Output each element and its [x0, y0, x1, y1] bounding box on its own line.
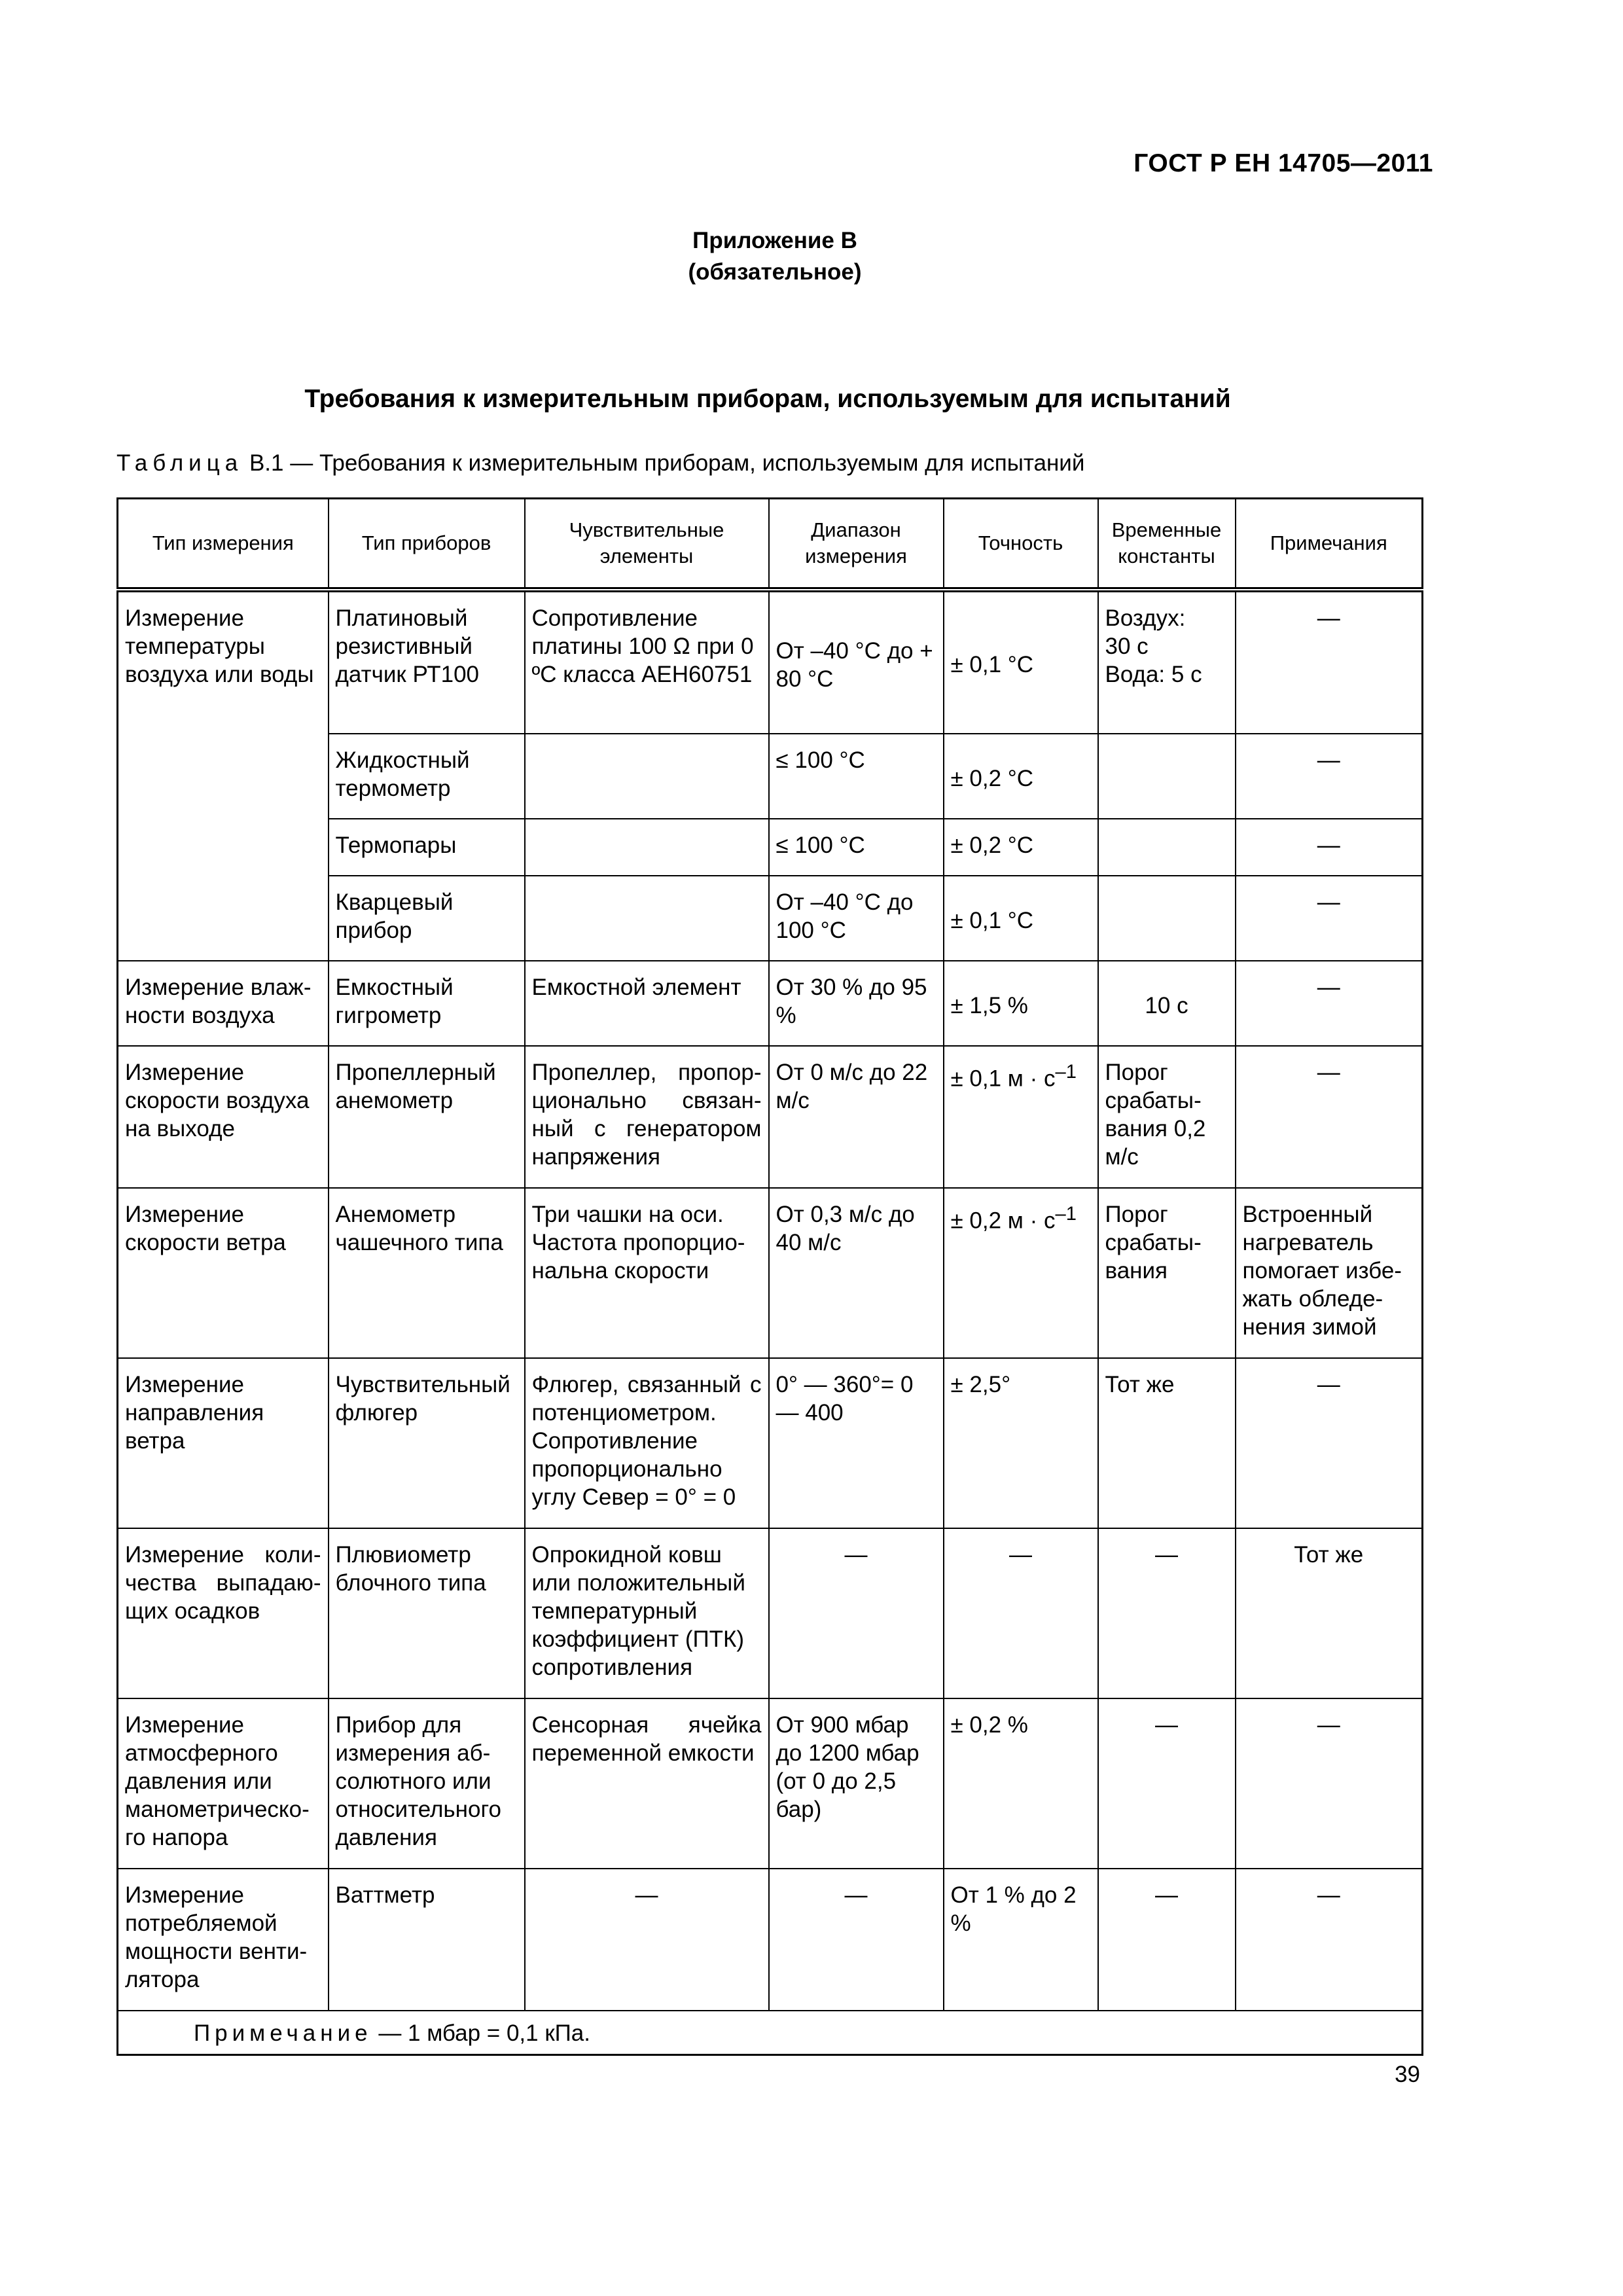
cell-accuracy: ± 0,2 °С	[944, 734, 1098, 819]
cell-device: Прибор для измерения абсолютного или относительного давления	[329, 1698, 525, 1869]
cell-accuracy: От 1 % до 2 %	[944, 1869, 1098, 2011]
cell-measurement: Измерение скорости воздуха на выходе	[118, 1046, 329, 1188]
cell-range: От –40 °С до 100 °С	[769, 876, 944, 961]
header-measurement-type: Тип измерения	[118, 499, 329, 590]
accuracy-exponent: –1	[1055, 1204, 1077, 1225]
cell-time-constant: 10 с	[1098, 961, 1236, 1046]
header-time-constants: Временные константы	[1098, 499, 1236, 590]
cell-device: Ваттметр	[329, 1869, 525, 2011]
cell-notes: —	[1236, 590, 1423, 734]
time-air-value: 30 с	[1105, 634, 1149, 659]
cell-device: Жидкостный термометр	[329, 734, 525, 819]
cell-device: Анемометр чашечного типа	[329, 1188, 525, 1358]
cell-range: 0° — 360°= 0 — 400	[769, 1358, 944, 1528]
cell-time-constant: Порог срабатывания	[1098, 1188, 1236, 1358]
cell-time-constant: Порог срабатывания 0,2 м/с	[1098, 1046, 1236, 1188]
cell-sensor: Сенсорная ячейка переменной емкости	[525, 1698, 769, 1869]
cell-range: От –40 °С до + 80 °С	[769, 590, 944, 734]
cell-accuracy: ± 0,2 °С	[944, 819, 1098, 876]
cell-device: Плювиометр блочного типа	[329, 1528, 525, 1698]
page-title: Требования к измерительным приборам, используемым для испытаний	[304, 385, 1231, 413]
table-caption-label: Таблица	[116, 450, 243, 476]
table-row	[118, 1046, 1423, 1188]
standard-number: ГОСТ Р ЕН 14705—2011	[1133, 149, 1433, 177]
header-notes: Примечания	[1236, 499, 1423, 590]
cell-range: —	[769, 1528, 944, 1698]
cell-sensor	[525, 819, 769, 876]
page-number: 39	[1395, 2062, 1420, 2087]
table-row	[118, 1188, 1423, 1358]
cell-notes: Встроенный нагреватель помогает избежать обледенения зимой	[1236, 1188, 1423, 1358]
appendix-heading	[0, 225, 1550, 288]
cell-notes: —	[1236, 734, 1423, 819]
cell-device: Термопары	[329, 819, 525, 876]
time-water: Вода: 5 с	[1105, 662, 1202, 687]
cell-measurement: Измерение скорости ветра	[118, 1188, 329, 1358]
cell-notes: —	[1236, 961, 1423, 1046]
table-row	[118, 590, 1423, 734]
cell-range: ≤ 100 °С	[769, 734, 944, 819]
cell-sensor: Емкостной элемент	[525, 961, 769, 1046]
cell-notes: —	[1236, 819, 1423, 876]
note-text: — 1 мбар = 0,1 кПа.	[372, 2020, 590, 2046]
cell-sensor	[525, 876, 769, 961]
cell-accuracy	[944, 1188, 1098, 1358]
cell-measurement: Измерение влажности воздуха	[118, 961, 329, 1046]
table-row	[118, 1528, 1423, 1698]
cell-time-constant	[1098, 876, 1236, 961]
table-row	[118, 1358, 1423, 1528]
cell-notes: —	[1236, 1358, 1423, 1528]
cell-accuracy: ± 0,1 °С	[944, 876, 1098, 961]
cell-time-constant: —	[1098, 1869, 1236, 2011]
note-label: Примечание	[194, 2020, 372, 2046]
cell-range: От 900 мбар до 1200 мбар (от 0 до 2,5 бар)	[769, 1698, 944, 1869]
table-note-row	[118, 2011, 1423, 2055]
cell-device: Чувствительный флюгер	[329, 1358, 525, 1528]
cell-notes: —	[1236, 1869, 1423, 2011]
cell-measurement: Измерение направления ветра	[118, 1358, 329, 1528]
table-caption-text: В.1 — Требования к измерительным приборам, используемым для испытаний	[243, 450, 1085, 476]
table-row	[118, 1698, 1423, 1869]
cell-time-constant: —	[1098, 1698, 1236, 1869]
cell-sensor: Опрокидной ковш или положительный температурный коэффициент (ПТК) сопротивления	[525, 1528, 769, 1698]
cell-time-constant: —	[1098, 1528, 1236, 1698]
table-caption	[116, 450, 1084, 476]
instruments-table	[116, 497, 1423, 2056]
cell-measurement: Измерение потребляемой мощности вентилятора	[118, 1869, 329, 2011]
accuracy-exponent: –1	[1055, 1062, 1077, 1083]
cell-time-constant	[1098, 819, 1236, 876]
cell-notes: Тот же	[1236, 1528, 1423, 1698]
accuracy-value: ± 0,1 м · с	[950, 1066, 1056, 1092]
table-header-row	[118, 499, 1423, 590]
cell-accuracy: ± 0,2 %	[944, 1698, 1098, 1869]
cell-sensor	[525, 734, 769, 819]
header-accuracy: Точность	[944, 499, 1098, 590]
accuracy-value: ± 0,2 м · с	[950, 1208, 1056, 1234]
header-range: Диапазон измерения	[769, 499, 944, 590]
cell-time-constant	[1098, 734, 1236, 819]
appendix-status: (обязательное)	[688, 259, 862, 285]
cell-range: —	[769, 1869, 944, 2011]
cell-measurement: Измерение атмосферного давления или манометрического напора	[118, 1698, 329, 1869]
cell-notes: —	[1236, 1046, 1423, 1188]
cell-sensor: Три чашки на оси. Частота пропорциональна скорости	[525, 1188, 769, 1358]
cell-range: От 30 % до 95 %	[769, 961, 944, 1046]
cell-accuracy	[944, 1046, 1098, 1188]
cell-accuracy: ± 2,5°	[944, 1358, 1098, 1528]
header-device-type: Тип приборов	[329, 499, 525, 590]
cell-notes: —	[1236, 876, 1423, 961]
cell-measurement: Измерение температуры воздуха или воды	[118, 590, 329, 961]
table-note	[118, 2011, 1423, 2055]
cell-accuracy: ± 0,1 °С	[944, 590, 1098, 734]
cell-device: Емкостный гигрометр	[329, 961, 525, 1046]
table-row	[118, 961, 1423, 1046]
cell-sensor: Пропеллер, пропорционально связанный с генератором напряжения	[525, 1046, 769, 1188]
cell-device: Платиновый резистивный датчик РТ100	[329, 590, 525, 734]
cell-notes: —	[1236, 1698, 1423, 1869]
cell-time-constant	[1098, 590, 1236, 734]
cell-range: От 0,3 м/с до 40 м/с	[769, 1188, 944, 1358]
cell-device: Пропеллерный анемометр	[329, 1046, 525, 1188]
cell-measurement: Измерение количества выпадающих осадков	[118, 1528, 329, 1698]
appendix-title: Приложение В	[692, 228, 857, 253]
cell-sensor: Флюгер, связанный с потенциометром. Сопротивление пропорционально углу Север = 0° = 0	[525, 1358, 769, 1528]
cell-accuracy: —	[944, 1528, 1098, 1698]
table-row	[118, 1869, 1423, 2011]
cell-time-constant: Тот же	[1098, 1358, 1236, 1528]
cell-range: ≤ 100 °С	[769, 819, 944, 876]
cell-accuracy: ± 1,5 %	[944, 961, 1098, 1046]
time-air-label: Воздух:	[1105, 605, 1186, 631]
cell-sensor: —	[525, 1869, 769, 2011]
cell-device: Кварцевый прибор	[329, 876, 525, 961]
header-sensing-elements: Чувствительные элементы	[525, 499, 769, 590]
cell-range: От 0 м/с до 22 м/с	[769, 1046, 944, 1188]
cell-sensor: Сопротивление платины 100 Ω при 0 ºС класса АЕН60751	[525, 590, 769, 734]
